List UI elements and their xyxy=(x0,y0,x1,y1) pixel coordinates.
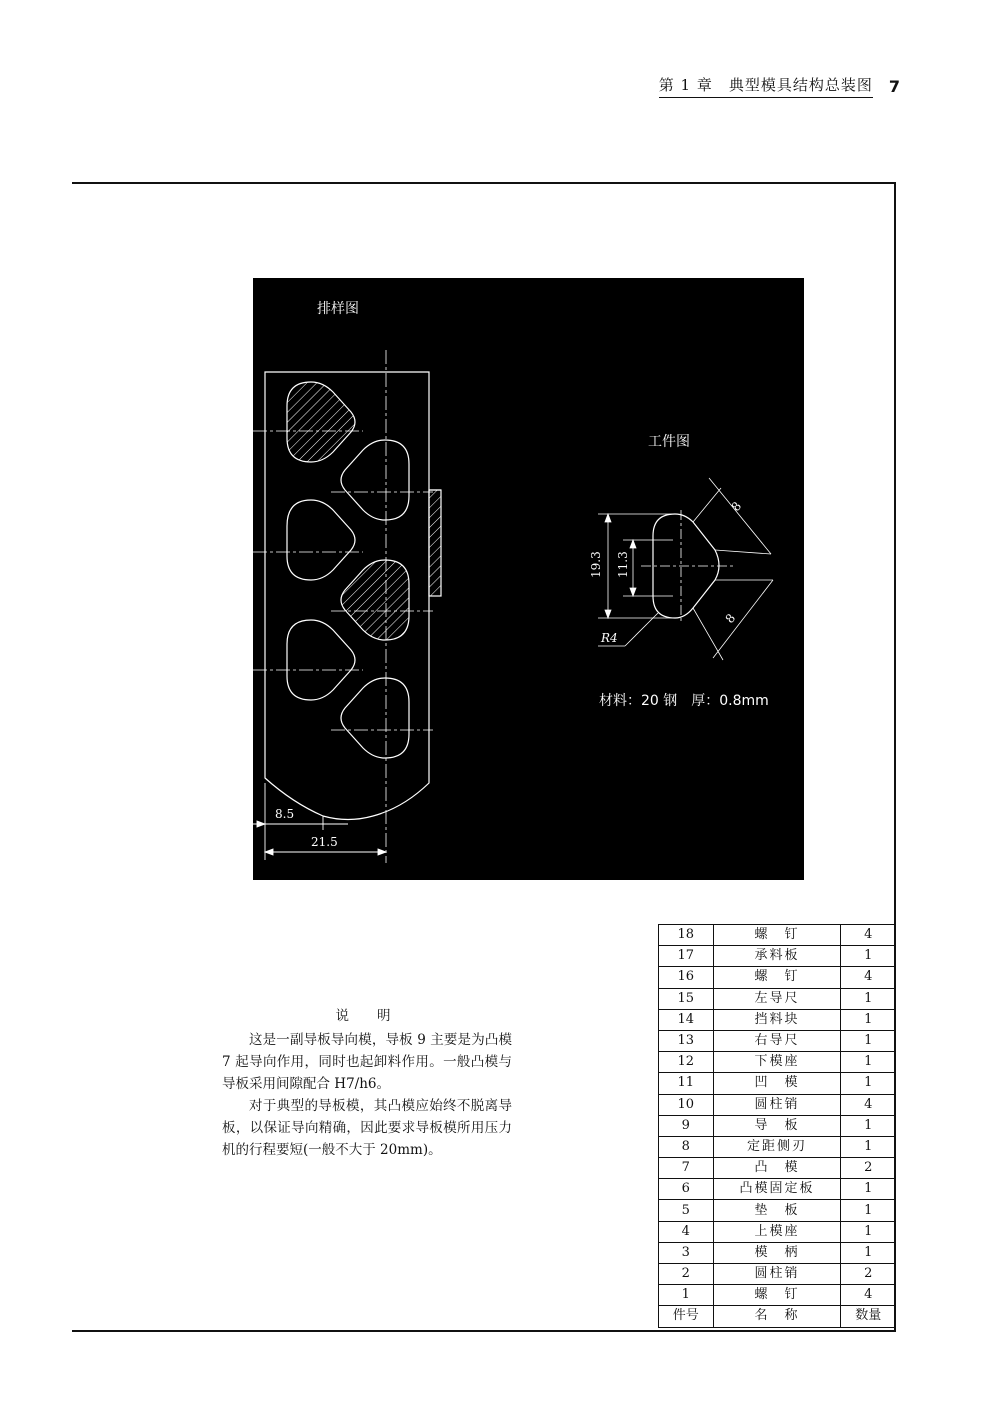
table-row: 9 导 板 1 xyxy=(659,1115,896,1136)
description-paragraph-1: 这是一副导板导向模，导板 9 主要是为凸模 7 起导向作用，同时也起卸料作用。一般凸模与导板采用间隙配合 H7/h6。 xyxy=(222,1032,512,1092)
part-drawing-label: 工件图 xyxy=(648,434,690,450)
table-row: 8 定距侧刃 1 xyxy=(659,1136,896,1157)
table-row: 10 圆柱销 4 xyxy=(659,1094,896,1115)
table-row: 5 垫 板 1 xyxy=(659,1200,896,1221)
description-block xyxy=(222,1005,512,1161)
frame-top-rule xyxy=(72,182,896,184)
table-row: 16 螺 钉 4 xyxy=(659,967,896,988)
dim-8-lower: 8 xyxy=(722,611,739,626)
strip-layout-label: 排样图 xyxy=(317,301,359,317)
page-number: 7 xyxy=(888,76,900,96)
table-row: 17 承料板 1 xyxy=(659,946,896,967)
table-row: 11 凹 模 1 xyxy=(659,1073,896,1094)
table-row: 14 挡料块 1 xyxy=(659,1009,896,1030)
table-footer-row: 件号 名 称 数量 xyxy=(659,1306,896,1327)
table-row: 2 圆柱销 2 xyxy=(659,1264,896,1285)
dim-21-5: 21.5 xyxy=(311,835,338,849)
table-row: 1 螺 钉 4 xyxy=(659,1285,896,1306)
table-row: 15 左导尺 1 xyxy=(659,988,896,1009)
description-title: 说明 xyxy=(335,1008,419,1024)
dim-8-upper: 8 xyxy=(728,499,745,514)
table-row: 7 凸 模 2 xyxy=(659,1158,896,1179)
table-row: 13 右导尺 1 xyxy=(659,1030,896,1051)
table-row: 6 凸模固定板 1 xyxy=(659,1179,896,1200)
description-paragraph-2: 对于典型的导板模，其凸模应始终不脱离导板，以保证导向精确，因此要求导板模所用压力机的行程要短(一般不大于 20mm)。 xyxy=(222,1098,512,1158)
technical-drawing xyxy=(253,278,804,880)
chapter-title: 第 1 章 典型模具结构总装图 xyxy=(659,74,873,98)
dim-8-5: 8.5 xyxy=(275,807,295,821)
dim-19-3: 19.3 xyxy=(589,551,603,578)
frame-bottom-rule xyxy=(72,1330,896,1332)
dim-11-3: 11.3 xyxy=(616,551,630,578)
table-row: 12 下模座 1 xyxy=(659,1052,896,1073)
table-row: 3 模 柄 1 xyxy=(659,1242,896,1263)
table-row: 18 螺 钉 4 xyxy=(659,925,896,946)
dim-r4: R4 xyxy=(601,631,618,645)
material-note: 材料：20 钢 厚：0.8mm xyxy=(599,693,769,709)
page-header xyxy=(620,74,900,98)
table-row: 4 上模座 1 xyxy=(659,1221,896,1242)
parts-list-table xyxy=(658,924,896,1328)
side-edge-hatch xyxy=(429,490,441,596)
drawing-svg xyxy=(253,278,804,880)
blank-shapes xyxy=(287,382,409,758)
